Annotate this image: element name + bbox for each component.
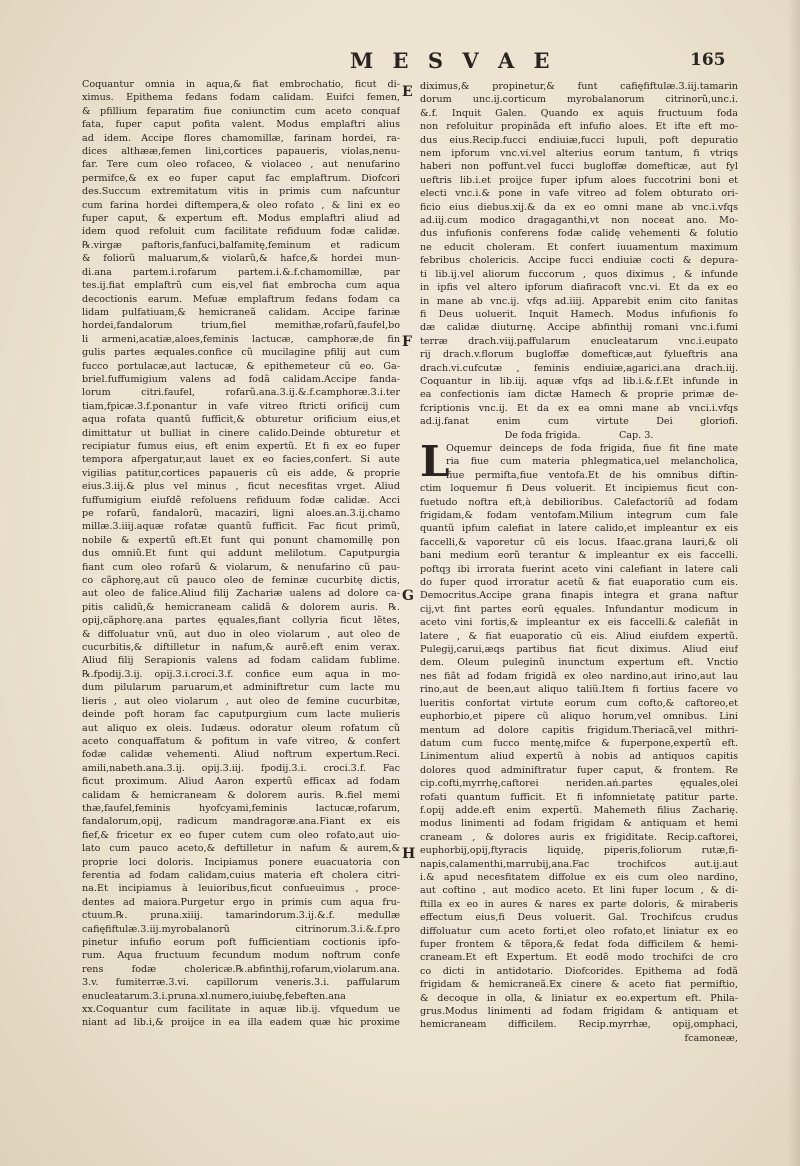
text-line: na.Et incipiamus à leuioribus,ficut confueuimus , proce- bbox=[82, 883, 400, 895]
text-line: ti lib.ij.vel aliorum fuccorum , quos diximus , & infunde bbox=[420, 268, 738, 280]
margin-letter-f: F bbox=[402, 334, 412, 350]
text-line: datum cum fucco mentę,mifce & fuperpone,expertũ eft. bbox=[420, 737, 738, 749]
section-chapter: Cap. 3. bbox=[618, 429, 654, 441]
text-line: aceto conquaffatum & pofitum in vafe vitreo, & confert bbox=[82, 735, 400, 747]
text-line: ea confectionis iam dictæ Hamech & proprie primæ de- bbox=[420, 389, 738, 401]
text-line: aut coftino , aut modico aceto. Et lini fuper locum , & di- bbox=[420, 885, 738, 897]
text-line: dolores quod adminiftratur fuper caput, & frontem. Re bbox=[420, 764, 738, 776]
text-line: frigidam,& fodam ventofam.Milium integrum cum fale bbox=[420, 510, 738, 521]
text-line: napis,calamenthi,marrubij,ana.Fac trochifcos aut.ij.aut bbox=[420, 858, 738, 870]
text-line: in mane ab vnc.ij. vfqs ad.iiij. Apparebit enim cito fanitas bbox=[420, 295, 738, 307]
text-line: ria fiue cum materia phlegmatica,uel melancholica, bbox=[446, 456, 738, 468]
text-line: cum farina hordei diftempera,& oleo rofato , & lini ex eo bbox=[82, 199, 400, 211]
text-line: pinetur infufio eorum poft fufficientiam coctionis ipfo- bbox=[82, 937, 400, 948]
text-line: fiant cum oleo rofarũ & violarum, & nenufarino cũ pau- bbox=[82, 561, 400, 573]
text-line: ficut proximum. Aliud Aaron expertũ efficax ad fodam bbox=[82, 776, 400, 788]
text-line: & pfillium feparatim fiue coniunctim cum aceto conquaf bbox=[82, 105, 400, 117]
section-title: De foda frigida. bbox=[504, 429, 581, 441]
text-line: diximus,& propinetur,& funt cafięfiftulæ.3.iij.tamarin bbox=[420, 81, 738, 92]
text-line: xx.Coquantur cum facilitate in aquæ lib.ij. vfquedum ue bbox=[82, 1004, 400, 1016]
text-line: tiam,fpicæ.3.f.ponantur in vafe vitreo ftricti orificij cum bbox=[82, 400, 400, 412]
text-line: fuper caput, & expertum eft. Modus emplaftri aliud ad bbox=[82, 213, 400, 225]
text-line: fuetudo noftra eft,à debilioribus. Calefactoriũ ad fodam bbox=[420, 496, 738, 508]
text-line: ad idem. Accipe flores chamomillæ, farinam hordei, ra- bbox=[82, 132, 400, 144]
text-line: pe rofarũ, fandalorũ, macaziri, ligni aloes.an.3.ij.chamo bbox=[82, 508, 400, 519]
text-line: vigilias patitur,cortices papaueris cũ eis adde, & proprie bbox=[82, 467, 400, 479]
text-line: calidam & hemicraneam & dolorem auris. ℞.fiel memi bbox=[82, 789, 400, 801]
text-line: dorum unc.ij.corticum myrobalanorum citrinorũ,unc.i. bbox=[420, 94, 738, 106]
text-line: Linimentum aliud expertũ à nobis ad antiquos capitis bbox=[420, 751, 738, 763]
text-line: poftqȝ ibi irrorata fuerint aceto vini calefiant in latere cali bbox=[420, 563, 738, 575]
text-line: diffoluatur cum aceto forti,et oleo rofato,et liniatur ex eo bbox=[420, 925, 738, 937]
text-line: i.& apud necesfitatem diffolue ex eis cum oleo nardino, bbox=[420, 871, 738, 883]
text-line: fcamoneæ, bbox=[684, 1032, 738, 1044]
text-line: co dicti in antidotario. Diofcorides. Epithema ad fodã bbox=[420, 965, 738, 977]
text-line: pitis calidũ,& hemicraneam calidã & dolorem auris. ℞. bbox=[82, 601, 400, 613]
text-line: Oquemur deinceps de foda frigida, fiue fit fine mate bbox=[446, 442, 738, 454]
text-line: proprie loci doloris. Incipiamus ponere euacuatoria con bbox=[82, 856, 400, 868]
text-line: bani medium eorũ terantur & impleantur ex eis faccelli. bbox=[420, 550, 738, 562]
left-column bbox=[82, 78, 400, 1030]
text-line: hordei,fandalorum trium,fiel memithæ,rofarũ,faufel,bo bbox=[82, 320, 400, 332]
text-line: millæ.3.iiij.aquæ rofatæ quantũ fufficit. Fac ficut primũ, bbox=[82, 521, 400, 533]
text-line: rino,aut de been,aut aliquo taliũ.Item fi fortius facere vo bbox=[420, 684, 738, 696]
text-line: in ipfis vel altero ipforum diafiracoft vnc.vi. Et da ex eo bbox=[420, 282, 738, 294]
text-line: f.opij adde.eft enim expertũ. Mahemeth filius Zacharię. bbox=[420, 804, 738, 816]
text-line: ad.ij.fanat enim cum virtute Dei gloriofi. bbox=[420, 416, 738, 428]
text-line: lato cum pauco aceto,& deftilletur in nafum & aurem,& bbox=[82, 843, 400, 855]
text-line: dimittatur ut bulliat in cinere calido.Deinde obturetur et bbox=[82, 427, 400, 439]
text-line: cafięfiftulæ.3.iij.myrobalanorũ citrinorum.3.i.&.f.pro bbox=[82, 923, 400, 935]
text-line: fuffumigium eiufdẽ refoluens refiduum fodæ calidæ. Acci bbox=[82, 494, 400, 506]
text-line: fucco portulacæ,aut lactucæ, & epithemeteur cũ eo. Ga- bbox=[82, 360, 400, 372]
text-line: fodæ calidæ vehementi. Aliud noftrum expertum.Reci. bbox=[82, 749, 400, 761]
text-line: effectum eius,fi Deus voluerit. Gal. Trochifcus crudus bbox=[420, 912, 738, 924]
text-line: cip.cofti,myrrhę,caftorei neriden.ań.partes ęquales,olei bbox=[420, 778, 738, 790]
text-line: amili,nabeth.ana.3.ij. opij.3.iij. fpodij.3.i. croci.3.f. Fac bbox=[82, 762, 400, 774]
text-line: mentum ad dolore capitis frigidum.Theriacã,vel mithri- bbox=[420, 724, 738, 736]
text-line: lidam pulfatiuam,& hemicraneã calidam. Accipe farinæ bbox=[82, 306, 400, 318]
text-line: aceto vini fortis,& impleantur ex eis faccelli.& calefiãt in bbox=[420, 617, 738, 629]
text-line: grus.Modus linimenti ad fodam frigidam & antiquam et bbox=[420, 1006, 738, 1018]
text-line: modus linimenti ad fodam frigidam & antiquam et hemi bbox=[420, 818, 738, 830]
text-line: craneam , & dolores auris ex frigiditate. Recip.caftorei, bbox=[420, 831, 738, 843]
section-heading bbox=[420, 429, 738, 442]
running-title: M E S V A E bbox=[350, 48, 556, 73]
text-line: euphorbij,opij,ftyracis liquidę, piperis,foliorum rutæ,fi- bbox=[420, 845, 738, 857]
text-line: Coquantur in lib.iij. aquæ vfqs ad lib.i.&.f.Et infunde in bbox=[420, 375, 738, 387]
text-line: rij drach.v.florum bugloffæ domefticæ,aut fylueftris ana bbox=[420, 349, 738, 361]
text-line: Democritus.Accipe grana finapis integra et grana naftur bbox=[420, 590, 738, 602]
text-line: faccelli,& vaporetur cũ eis locus. Ifaac.grana lauri,& oli bbox=[420, 536, 738, 548]
text-line: febribus cholericis. Accipe fucci endiuiæ cocti & depura- bbox=[420, 255, 738, 267]
text-line: niant ad lib.i,& proijce in ea illa eadem quæ hic proxime bbox=[82, 1017, 400, 1029]
text-line: thæ,faufel,feminis hyofcyami,feminis lactucæ,rofarum, bbox=[82, 802, 400, 814]
text-line: hemicraneam difficilem. Recip.myrrhæ, opij,omphaci, bbox=[420, 1019, 738, 1031]
text-line: latere , & fiat euaporatio cũ eis. Aliud eiufdem expertũ. bbox=[420, 630, 738, 642]
text-line: idem quod refoluit cum facilitate refiduum fodæ calidæ. bbox=[82, 226, 400, 238]
page-edge-shadow bbox=[788, 0, 800, 1166]
text-line: terræ drach.viij.paffularum enucleatarum vnc.i.eupato bbox=[420, 335, 738, 347]
text-line: drach.vi.cufcutæ , feminis endiuiæ,agarici.ana drach.iij. bbox=[420, 362, 738, 374]
text-line: aqua rofata quantũ fufficit,& obturetur orificium eius,et bbox=[82, 414, 400, 426]
text-line: do fuper quod irroratur acetũ & fiat euaporatio cum eis. bbox=[420, 577, 738, 589]
text-line: ficio eius diebus.xij.& da ex eo omni mane ab vnc.i.vfqs bbox=[420, 201, 738, 213]
text-line: rum. Aqua fructuum fecundum modum noftrum confe bbox=[82, 950, 400, 962]
text-line: dæ calidæ diuturnę. Accipe abfinthij romani vnc.i.fumi bbox=[420, 322, 738, 334]
text-line: ℞.fpodij.3.ij. opij.3.i.croci.3.f. confice eum aqua in mo- bbox=[82, 668, 400, 680]
text-line: enucleatarum.3.i.pruna.xl.numero,iuiubę,febeften.ana bbox=[82, 990, 346, 1002]
text-line: ftilla ex eo in aures & nares ex parte doloris, & miraberis bbox=[420, 898, 738, 910]
text-line: aut oleo de falice.Aliud filij Zachariæ ualens ad dolore ca- bbox=[82, 588, 400, 600]
text-line: gulis partes æquales.confice cũ mucilagine pfilij aut cum bbox=[82, 347, 400, 359]
text-line: permifce,& ex eo fuper caput fac emplaftrum. Diofcori bbox=[82, 172, 400, 184]
text-line: rofati quantum fufficit. Et fi infomnietatę patitur parte. bbox=[420, 791, 738, 803]
text-line: ad.iij.cum modico dragaganthi,vt non noceat ano. Mo- bbox=[420, 215, 738, 227]
text-line: recipiatur fumus eius, eft enim expertũ. Et fi ex eo fuper bbox=[82, 440, 400, 452]
text-line: haberi non poffunt.vel fucci bugloffæ domefticæ, aut fyl bbox=[420, 161, 738, 173]
text-line: nes fiãt ad fodam frigidã ex oleo nardino,aut irino,aut lau bbox=[420, 670, 738, 682]
text-line: & diffoluatur vnũ, aut duo in oleo violarum , aut oleo de bbox=[82, 628, 400, 640]
text-line: fandalorum,opij, radicum mandragoræ.ana.Fiant ex eis bbox=[82, 816, 400, 828]
text-line: ℞.virgæ paftoris,fanfuci,balfamitę,feminum et radicum bbox=[82, 239, 400, 251]
margin-letter-g: G bbox=[402, 588, 414, 604]
text-line: dus infufionis conferens fodæ calidę vehementi & folutio bbox=[420, 228, 738, 240]
text-line: ctim loquemur fi Deus voluerit. Et incipiemus ficut con- bbox=[420, 483, 738, 495]
running-header bbox=[0, 48, 800, 76]
text-line: deinde poft horam fac caputpurgium cum lacte mulieris bbox=[82, 709, 400, 721]
text-line: ueftris lib.i.et proijce fuper ipfum aloes fuccotrini boni et bbox=[420, 174, 738, 186]
text-line: nem ipforum vnc.vi.vel alterius eorum tantum, fi vtriqs bbox=[420, 148, 738, 160]
text-line: non refoluitur propinãda eft infufio aloes. Et ifte eft mo- bbox=[420, 121, 738, 133]
text-line: Pulegij,carui,æqs partibus fiat ficut diximus. Aliud eiuf bbox=[420, 644, 738, 656]
text-line: des.Succum extremitatum vitis in primis cum nafcuntur bbox=[82, 186, 400, 198]
text-line: ferentia ad fodam calidam,cuius materia eft cholera citri- bbox=[82, 869, 400, 881]
text-line: cij,vt fint partes eorũ ęquales. Infundantur modicum in bbox=[420, 603, 738, 615]
text-line: dum pilularum paruarum,et adminiftretur cum lacte mu bbox=[82, 682, 400, 694]
text-line: rens fodæ cholericæ.℞.abfinthij,rofarum,violarum.ana. bbox=[82, 963, 400, 975]
text-line: & foliorũ maluarum,& violarũ,& hafce,& hordei mun- bbox=[82, 253, 400, 265]
text-line: frigidam & hemicraneã.Ex cinere & aceto fiat permiftio, bbox=[420, 979, 738, 991]
margin-letter-h: H bbox=[402, 846, 416, 862]
chapter-body bbox=[420, 436, 738, 1045]
text-line: Coquantur omnia in aqua,& fiat embrochatio, ficut di- bbox=[82, 79, 400, 90]
text-line: nobile & expertũ eft.Et funt qui ponunt chamomillę pon bbox=[82, 534, 400, 546]
text-line: eius.3.iij.& plus vel minus , ficut necesfitas vrget. Aliud bbox=[82, 481, 400, 493]
text-line: euphorbio,et pipere cũ aliquo horum,vel omnibus. Lini bbox=[420, 711, 738, 723]
text-line: dus eius.Recip.fucci endiuiæ,fucci lupuli, poft depuratio bbox=[420, 134, 738, 146]
text-line: Aliud filij Serapionis valens ad fodam calidam fublime. bbox=[82, 655, 400, 667]
text-line: &.f. Inquit Galen. Quando ex aquis fructuum foda bbox=[420, 107, 738, 119]
text-line: dices althææ,femen lini,cortices papaueris, violas,nenu- bbox=[82, 146, 400, 158]
text-line: fi Deus uoluerit. Inquit Hamech. Modus infufionis fo bbox=[420, 308, 738, 320]
text-line: electi vnc.i.& pone in vafe vitreo ad folem obturato ori- bbox=[420, 188, 738, 200]
folio-number: 165 bbox=[690, 50, 726, 70]
text-line: fiue permifta,fiue ventofa.Et de his omnibus diftin- bbox=[446, 469, 738, 481]
text-line: quantũ ipfum calefiat in latere calido,et impleantur ex eis bbox=[420, 523, 738, 535]
text-line: fcriptionis vnc.ij. Et da ex ea omni mane ab vnci.i.vfqs bbox=[420, 402, 738, 414]
text-line: craneam.Et eft Expertum. Et eodẽ modo trochifci de cro bbox=[420, 952, 738, 964]
text-line: fief,& fricetur ex eo fuper cutem cum oleo rofato,aut uio- bbox=[82, 829, 400, 841]
text-line: co cãphorę,aut cũ pauco oleo de feminæ cucurbitę dictis, bbox=[82, 575, 400, 587]
text-line: dus omniũ.Et funt qui addunt melilotum. Caputpurgia bbox=[82, 548, 400, 560]
text-line: di.ana partem.i.rofarum partem.i.&.f.chamomillæ, par bbox=[82, 266, 400, 278]
text-line: dentes ad maiora.Purgetur ergo in primis cum aqua fru- bbox=[82, 896, 400, 908]
text-line: lorum citri.faufel, rofarũ.ana.3.ij.&.f.camphoræ.3.i.ter bbox=[82, 387, 400, 399]
text-line: ximus. Epithema fedans fodam calidam. Euifci femen, bbox=[82, 92, 400, 104]
drop-cap: L bbox=[420, 436, 450, 486]
text-line: briel.fuffumigium valens ad fodã calidam.Accipe fanda- bbox=[82, 373, 400, 385]
text-line: li armeni,acatiæ,aloes,feminis lactucæ, camphoræ,de fin bbox=[82, 333, 400, 345]
text-line: tempora afpergatur,aut lauet ex eo facies,confert. Si aute bbox=[82, 454, 400, 466]
text-line: decoctionis earum. Mefuæ emplaftrum fedans fodam ca bbox=[82, 293, 400, 305]
text-line: fuper frontem & tẽpora,& fedat foda difficilem & hemi- bbox=[420, 939, 738, 950]
text-line: ctuum.℞. pruna.xiiij. tamarindorum.3.ij.&.f. medullæ bbox=[82, 910, 400, 922]
right-column bbox=[420, 80, 738, 1045]
margin-letter-e: E bbox=[402, 84, 413, 100]
text-line: ne educit choleram. Et confert iuuamentum maximum bbox=[420, 241, 738, 253]
text-line: lieris , aut oleo violarum , aut oleo de femine cucurbitæ, bbox=[82, 695, 400, 707]
text-line: fata, fuper caput pofita valent. Modus emplaftri alius bbox=[82, 119, 400, 131]
text-line: & decoque in olla, & liniatur ex eo.expertum eft. Phila- bbox=[420, 992, 738, 1004]
text-line: dem. Oleum puleginũ inunctum expertum eft. Vnctio bbox=[420, 657, 738, 669]
text-line: tes.ij.fiat emplaftrũ cum eis,vel fiat embrocha cum aqua bbox=[82, 280, 400, 292]
text-line: opij,cãphorę.ana partes ęquales,fiant collyria ficut lẽtes, bbox=[82, 615, 400, 627]
text-line: cucurbitis,& diftilletur in nafum,& aurẽ.eft enim verax. bbox=[82, 642, 400, 654]
text-line: aut aliquo ex oleis. Iudæus. odoratur oleum rofatum cũ bbox=[82, 722, 400, 734]
text-line: far. Tere cum oleo rofaceo, & violaceo , aut nenufarino bbox=[82, 159, 400, 171]
text-line: lueritis confortat virtute eorum cum cofto,& caftoreo,et bbox=[420, 697, 738, 709]
text-line: 3.v. fumiterræ.3.vi. capillorum veneris.3.i. paffularum bbox=[82, 977, 400, 989]
